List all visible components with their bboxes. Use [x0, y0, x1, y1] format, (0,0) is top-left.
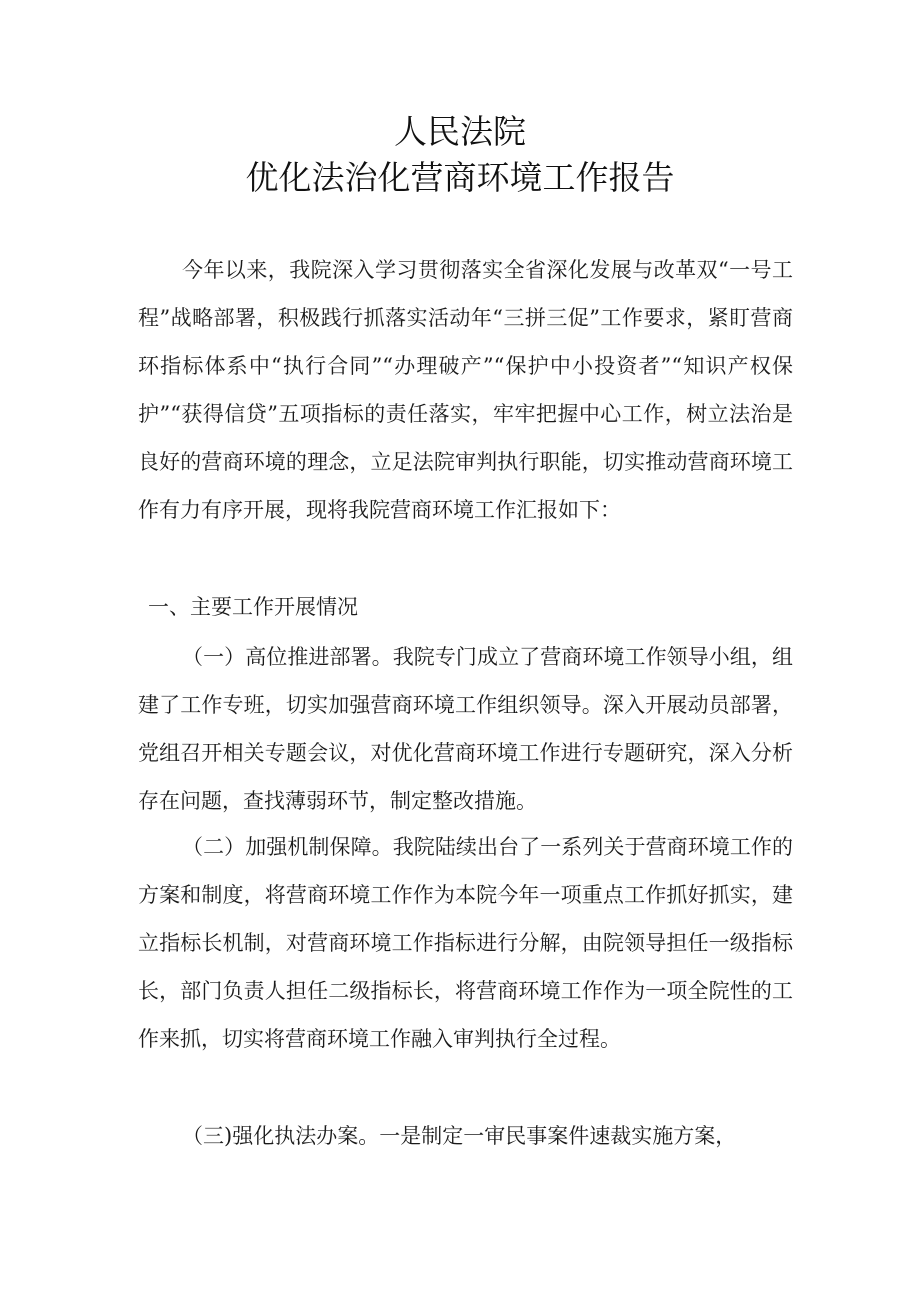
item-paragraph-3-text: （三)强化执法办案。一是制定一审民事案件速裁实施方案， — [182, 1124, 737, 1148]
document-title-line2: 优化法治化营商环境工作报告 — [245, 158, 675, 197]
intro-paragraph — [138, 246, 793, 534]
intro-paragraph-text: 今年以来，我院深入学习贯彻落实全省深化发展与改革双“一号工程”战略部署，积极践行抓落实活动年“三拼三促”工作要求，紧盯营商环指标体系中“执行合同”“办理破产”“保护中小投资者”“知识产权保护”“获得信贷”五项指标的责任落实，牢牢把握中心工作，树立法治是良好的营商环境的理念，立足法院审判执行职能，切实推动营商环境工作有力有序开展，现将我院营商环境工作汇报如下： — [138, 258, 793, 522]
item-paragraph-1 — [138, 633, 793, 825]
item-paragraph-1-text: （一）高位推进部署。我院专门成立了营商环境工作领导小组，组建了工作专班，切实加强营商环境工作组织领导。深入开展动员部署，党组召开相关专题会议，对优化营商环境工作进行专题研究，深入分析存在问题，查找薄弱环节，制定整改措施。 — [138, 645, 793, 813]
section-heading: 一、主要工作开展情况 — [148, 595, 358, 619]
item-paragraph-3 — [138, 1112, 793, 1160]
document-title-line1: 人民法院 — [394, 112, 526, 151]
item-paragraph-2-text: （二）加强机制保障。我院陆续出台了一系列关于营商环境工作的方案和制度，将营商环境工作作为本院今年一项重点工作抓好抓实，建立指标长机制，对营商环境工作指标进行分解，由院领导担任一级指标长，部门负责人担任二级指标长，将营商环境工作作为一项全院性的工作来抓，切实将营商环境工作融入审判执行全过程。 — [138, 835, 793, 1051]
item-paragraph-2 — [138, 823, 793, 1063]
